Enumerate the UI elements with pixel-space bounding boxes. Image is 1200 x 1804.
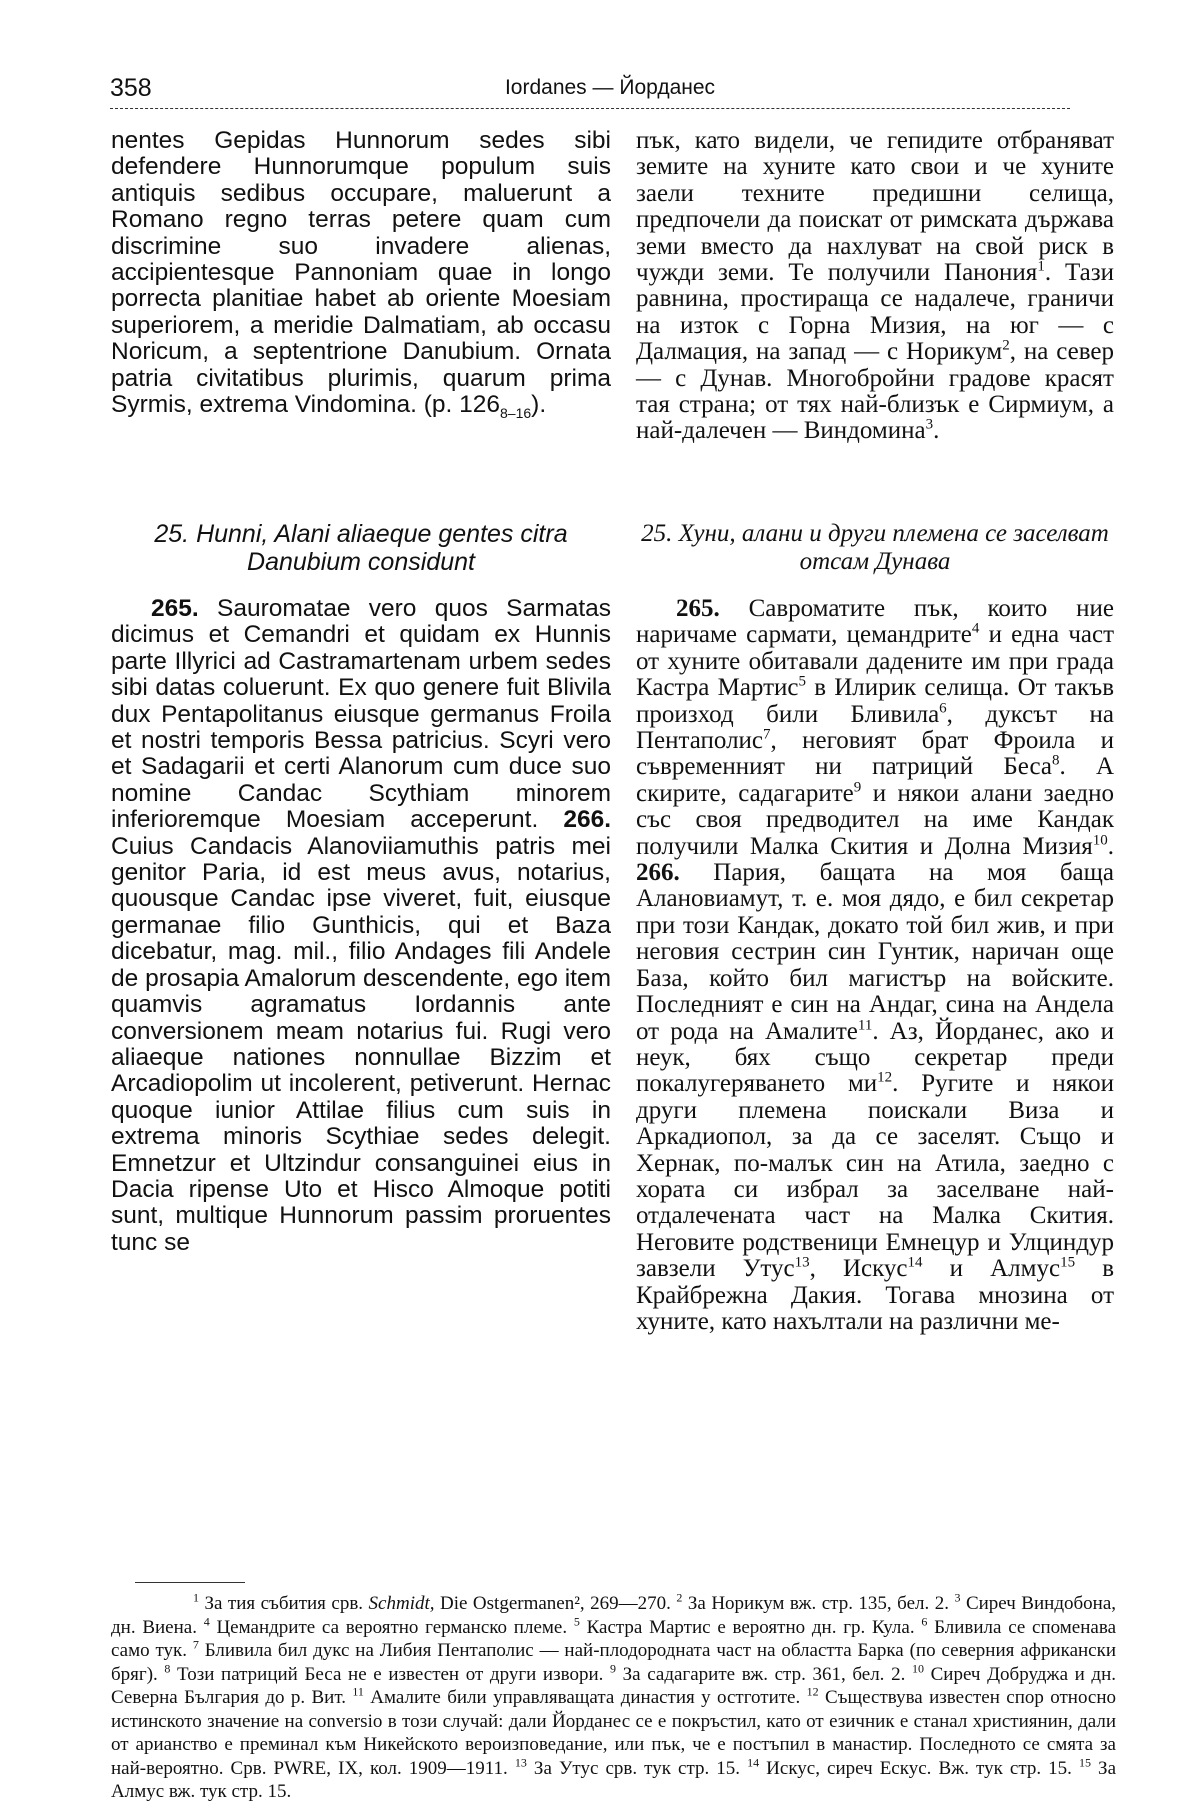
bulgarian-intro-paragraph: пък, като видели, че гепидите отбраняват земите на хуните като свои и че хуните заели техните предишни селища, предпочели да поискат от римската държава земи вместо да нахлуват на свой риск в чужди земи. Те получили Панония$^1$. Тази равнина, простираща се надалече, граничи на изток с Горна Мизия, на юг — с Далмация, на запад — с Норикум$^2$, на север — с Дунав. Многобройни градове красят тая страна; от тях най-близък е Сирмиум, а най-далечен — Виндомина$^3$. [636, 127, 1114, 445]
latin-intro-paragraph: nentes Gepidas Hunnorum sedes sibi defendere Hunnorumque populum suis antiquis sedibus occupare, maluerunt a Romano regno terras petere quam cum discrimine suo invadere alienas, accipientesque Pannoniam quae in longo porrecta planitiae habet ab oriente Moesiam superiorem, a meridie Dalmatiam, ab occasu Noricum, a septentrione Danubium. Ornata patria civitatibus plurimis, quarum prima Syrmis, extrema Vindomina. (p. $126_{8-16}$). [111, 127, 611, 421]
footnote-10: $^{10}$ Сиреч Добруджа и дн. Северна България до р. Вит. [111, 1661, 1117, 1708]
footnote-11: $^{11}$ Амалите били управляващата династия у остготите. [352, 1684, 801, 1708]
footnote-rule [135, 1582, 245, 1583]
footnote-6: $^6$ Бливила се споменава само тук. [111, 1614, 1116, 1661]
footnote-ref: 14 [907, 1254, 923, 1271]
footnote-ref: 1 [1037, 258, 1045, 275]
footnote-number: 10 [911, 1661, 924, 1676]
latin-paragraph-265: 265. Sauromatae vero quos Sarmatas dicimus et Cemandri et quidam ex Hunnis parte Illyrici ad Castramartenam urbem sedes sibi datas coluerunt. Ex quo genere fuit Blivila dux Pentapolitanus eiusque germanus Froila et nostri temporis Bessa patricius. Scyri vero et Sadagarii et certi Alanorum cum duce suo nomine Candac Scythiam minorem inferioremque Moesiam acceperunt. 266. Cuius Candacis Alanoviiamuthis patris mei genitor Paria, id est meus avus, notarius, quousque Candac ipse viveret, fuit, eiusque germanae filio Gunthicis, qui et Baza dicebatur, mag. mil., filio Andages fili Andele de prosapia Amalorum descendente, ego item quamvis agramatus Iordannis ante conversionem meam notarius fui. Rugi vero aliaeque nationes nonnullae Bizzim et Arcadiopolim ut incolerent, petiverunt. Hernac quoque iunior Attilae filius cum suis in extrema minoris Scythiae sedes delegit. Emnetzur et Ultzindur consanguinei eius in Dacia ripense Uto et Hisco Almoque potiti sunt, multique Hunnorum passim proruentes tunc se [111, 595, 611, 1256]
header-rule [110, 108, 1070, 109]
footnote-number: 4 [203, 1614, 210, 1629]
footnote-ref: 4 [971, 621, 980, 638]
footnote-12: $^{12}$ Съществува известен спор относно истинското значение на conversio в този случай: дали Йорданес се е покръстил, като от езичник е станал християнин, дали от арианство е преминал към Никейското вероизповедание, или пък, че е постъпил в манастир. Последното се смята за най-вероятно. Срв. PWRE, IX, кол. 1909—1911. [111, 1684, 1117, 1779]
running-title: Iordanes — Йорданес [504, 76, 716, 99]
footnote-number: 13 [514, 1755, 527, 1770]
paragraph-number: 266. [636, 859, 680, 887]
footnote-ref: 11 [857, 1017, 873, 1034]
paragraph-number: 265. [676, 595, 720, 622]
footnote-number: 14 [747, 1755, 760, 1770]
latin-main-text [111, 596, 611, 1256]
footnote-ref: 5 [798, 673, 806, 690]
paragraph-number: 265. [151, 595, 199, 622]
footnote-number: 2 [676, 1590, 683, 1605]
footnote-number: 1 [193, 1590, 199, 1605]
footnote-13: $^{13}$ За Утус срв. тук стр. 15. [514, 1755, 741, 1779]
footnote-3: $^3$ Сиреч Виндобона, дн. Виена. [111, 1590, 1117, 1638]
footnote-number: 15 [1079, 1755, 1091, 1770]
footnote-ref: 3 [925, 417, 934, 434]
footnote-14: $^{14}$ Искус, сиреч Ескус. Вж. тук стр. 15. [747, 1755, 1072, 1779]
footnote-number: 11 [352, 1684, 364, 1699]
footnote-number: 7 [192, 1637, 199, 1652]
latin-intro-text [111, 128, 611, 426]
footnote-ref: 9 [853, 779, 862, 796]
footnote-ref: 8 [1051, 753, 1060, 770]
footnote-number: 9 [610, 1661, 617, 1676]
footnote-4: $^4$ Цемандрите са вероятно германско племе. [203, 1614, 568, 1638]
footnote-15: $^{15}$ За Алмус вж. тук стр. 15. [111, 1755, 1117, 1802]
paragraph-number: 266. [563, 806, 611, 834]
footnote-5: $^5$ Кастра Мартис е вероятно дн. гр. Кула. [573, 1614, 915, 1638]
footnote-9: $^9$ За садагарите вж. стр. 361, бел. 2. [610, 1661, 906, 1685]
bulgarian-paragraph-265: 265. Савроматите пък, които ние наричаме сармати, цемандрите$^4$ и една част от хуните обитавали дадените им при града Кастра Мартис$^5$ в Илирик селища. От такъв произход били Бливила$^6$, дуксът на Пентаполис$^7$, неговият брат Фроила и съвременният ни патриций Беса$^8$. А скирите, садагарите$^9$ и някои алани заедно със своя предводител на име Кандак получили Малка Скития и Долна Мизия$^{10}$. 266. Пария, бащата на моя баща Алановиамут, т. е. моя дядо, е бил секретар при този Кандак, докато той бил жив, и при неговия сестрин син Гунтик, наричан още База, който бил магистър на войските. Последният е син на Андаг, сина на Андела от рода на Амалите$^{11}$. Аз, Йорданес, ако и неук, бях също секретар преди покалугеряването $ми^{12}$. Ругите и някои други племена поискали Виза и Аркадиопол, за да се заселят. Също и Хернак, по-малък син на Атила, заедно с хората си избрал за заселване най-отдалечената част на Малка Скития. Неговите родственици Емнецур и Улциндур завзели Утус$^{13}$, Искус$^{14}$ и Алмус$^{15}$ в Крайбрежна Дакия. Тогава мнозина от хуните, като нахълтали на различни ме- [636, 595, 1115, 1335]
footnote-ref: 6 [939, 700, 947, 717]
footnote-ref: 7 [763, 726, 771, 743]
page-header [110, 74, 1110, 106]
bulgarian-intro-text [636, 128, 1114, 445]
footnote-ref: 2 [1002, 337, 1010, 354]
latin-section-heading: 25. Hunni, Alani aliaeque gentes citra Danubium considunt [154, 520, 568, 576]
footnote-2: $^2$ За Норикум вж. стр. 135, бел. 2. [676, 1590, 949, 1614]
footnote-ref: 10 [1092, 832, 1108, 849]
latin-intro-ref: 8–16 [500, 404, 532, 421]
footnotes [111, 1592, 1116, 1804]
footnote-ref: 12 [877, 1069, 893, 1086]
footnote-number: 6 [921, 1614, 928, 1629]
footnote-1: $^1$ За тия събития срв. Schmidt, Die Ostgermanen², 269—270. [193, 1590, 671, 1614]
footnote-number: 3 [954, 1590, 961, 1605]
footnote-number: 8 [164, 1661, 171, 1676]
footnote-number: 5 [573, 1614, 580, 1629]
footnote-number: 12 [806, 1684, 819, 1699]
footnote-7: $^7$ Бливила бил дукс на Либия Пентаполис — най-плодородната част на областта Барка (по северния африкански бряг). [111, 1637, 1117, 1685]
footnote-ref: 15 [1060, 1254, 1076, 1271]
footnote-8: $^8$ Този патриций Беса не е известен от други извори. [164, 1661, 604, 1685]
bulgarian-main-text [636, 596, 1114, 1335]
footnote-ref: 13 [794, 1254, 810, 1271]
bulgarian-section-heading: 25. Хуни, алани и други племена се заселват отсам Дунава [641, 520, 1109, 575]
page-number: 358 [110, 74, 152, 102]
